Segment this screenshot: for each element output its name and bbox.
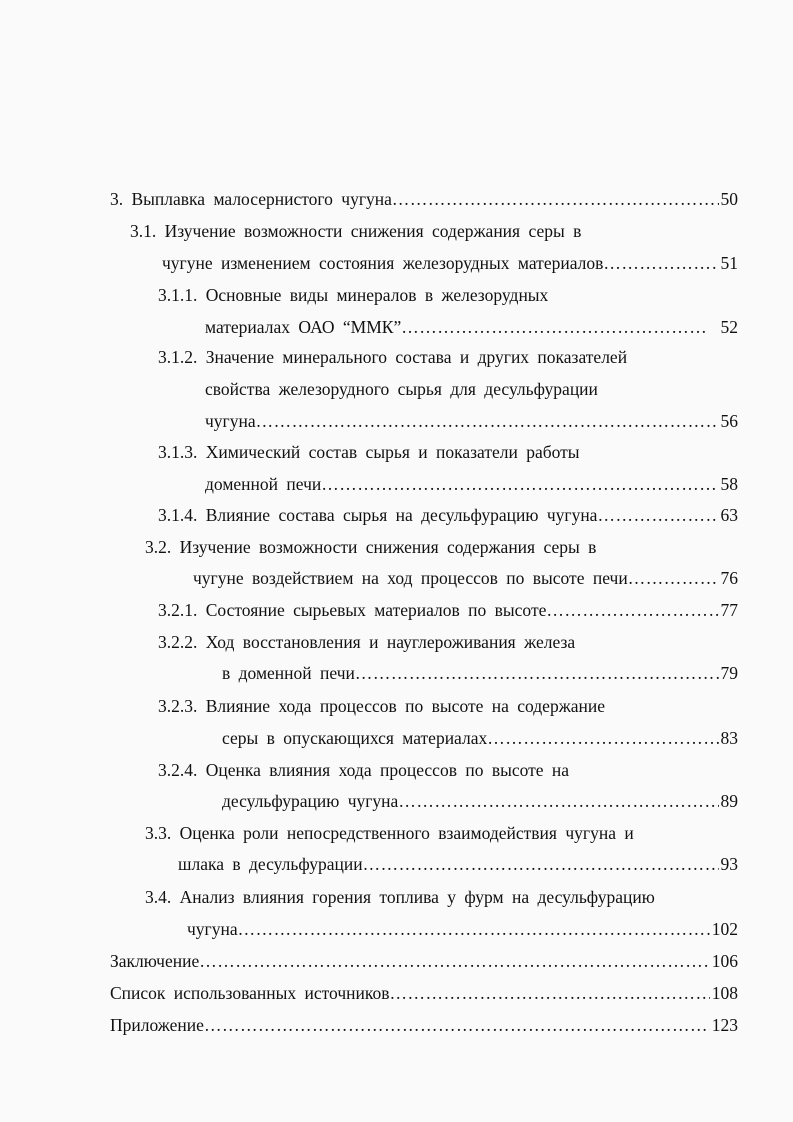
toc-entry-references <box>110 982 738 1004</box>
toc-entry-text: 3.2.4. Оценка влияния хода процессов по высоте на <box>158 760 570 780</box>
toc-entry-3-1-4 <box>158 504 738 526</box>
toc-page-number: 102 <box>711 919 738 939</box>
toc-entry-3-2-2 <box>158 631 575 653</box>
toc-entry-text: 3.1. Изучение возможности снижения содержания серы в <box>130 221 582 241</box>
toc-entry-3-1-2-cont <box>205 378 598 400</box>
toc-entry-text: 3.1.3. Химический состав сырья и показатели работы <box>158 442 580 462</box>
toc-entry-3-2-3-cont <box>222 727 738 749</box>
toc-entry-3-3 <box>145 822 634 844</box>
dot-leader <box>487 727 718 749</box>
toc-entry-3-3-cont <box>178 853 738 875</box>
dot-leader <box>546 599 718 621</box>
toc-entry-3 <box>110 188 738 210</box>
dot-leader <box>321 473 718 495</box>
toc-entry-3-4-cont <box>187 918 738 940</box>
toc-page-number: 77 <box>720 600 738 620</box>
toc-entry-text: Приложение <box>110 1015 204 1035</box>
dot-leader <box>628 567 719 589</box>
toc-entry-3-1-cont <box>162 252 738 274</box>
toc-entry-text: 3.4. Анализ влияния горения топлива у фурм на десульфурацию <box>145 887 655 907</box>
toc-entry-3-2-2-cont <box>222 662 738 684</box>
toc-entry-text: 3.2.2. Ход восстановления и науглероживания железа <box>158 632 576 652</box>
toc-entry-text: чугуне изменением состояния железорудных материалов <box>162 253 604 273</box>
toc-entry-3-2-4 <box>158 759 569 781</box>
toc-page-number: 108 <box>711 983 738 1003</box>
toc-page-number: 52 <box>720 317 738 337</box>
toc-page-number: 89 <box>720 791 738 811</box>
toc-entry-text: Заключение <box>110 951 200 971</box>
toc-entry-text: десульфурацию чугуна <box>222 791 399 811</box>
dot-leader <box>363 853 719 875</box>
toc-entry-text: чугуне воздействием на ход процессов по высоте печи <box>193 568 628 588</box>
toc-entry-appendix <box>110 1014 738 1036</box>
toc-entry-3-2-3 <box>158 695 605 717</box>
toc-page-number: 106 <box>711 951 738 971</box>
dot-leader <box>238 918 710 940</box>
dot-leader <box>401 316 706 338</box>
dot-leader <box>199 950 710 972</box>
dot-leader <box>204 1014 710 1036</box>
toc-page-number: 79 <box>720 663 738 683</box>
toc-entry-text: 3.2. Изучение возможности снижения содержания серы в <box>145 537 597 557</box>
toc-entry-text: 3.2.1. Состояние сырьевых материалов по высоте <box>158 600 547 620</box>
toc-entry-text: 3.1.2. Значение минерального состава и других показателей <box>158 347 628 367</box>
toc-page-number: 50 <box>720 189 738 209</box>
toc-entry-3-1-1 <box>158 284 548 306</box>
toc-entry-3-1-3-cont <box>205 473 738 495</box>
toc-entry-3-2 <box>145 536 596 558</box>
toc-entry-3-1-2-cont2 <box>205 410 738 432</box>
toc-entry-text: 3. Выплавка малосернистого чугуна <box>110 189 392 209</box>
toc-entry-text: чугуна <box>187 919 238 939</box>
toc-page-number: 56 <box>720 411 738 431</box>
toc-entry-text: Список использованных источников <box>110 983 390 1003</box>
toc-entry-text: свойства железорудного сырья для десульфурации <box>205 379 598 399</box>
dot-leader <box>355 662 719 684</box>
toc-entry-text: доменной печи <box>205 474 322 494</box>
toc-entry-text: в доменной печи <box>222 663 355 683</box>
toc-entry-text: 3.2.3. Влияние хода процессов по высоте на содержание <box>158 696 606 716</box>
toc-entry-3-2-cont <box>193 567 738 589</box>
toc-page-number: 83 <box>720 728 738 748</box>
toc-entry-3-1-2 <box>158 346 627 368</box>
toc-page-number: 93 <box>720 854 738 874</box>
toc-entry-text: 3.3. Оценка роли непосредственного взаимодействия чугуна и <box>145 823 634 843</box>
toc-entry-3-1 <box>130 220 581 242</box>
dot-leader <box>398 790 718 812</box>
toc-entry-text: материалах ОАО “ММК” <box>205 317 402 337</box>
toc-page-number: 123 <box>711 1015 738 1035</box>
toc-entry-text: 3.1.4. Влияние состава сырья на десульфурацию чугуна <box>158 505 598 525</box>
toc-entry-3-1-3 <box>158 441 580 463</box>
toc-entry-3-1-1-cont <box>205 316 738 338</box>
toc-page-number: 51 <box>720 253 738 273</box>
toc-entry-3-2-4-cont <box>222 790 738 812</box>
dot-leader <box>390 982 710 1004</box>
dot-leader <box>597 504 718 526</box>
toc-entry-conclusion <box>110 950 738 972</box>
toc-page-number: 58 <box>720 474 738 494</box>
toc-entry-3-2-1 <box>158 599 738 621</box>
toc-entry-text: серы в опускающихся материалах <box>222 728 488 748</box>
toc-entry-3-4 <box>145 886 655 908</box>
toc-entry-text: 3.1.1. Основные виды минералов в железорудных <box>158 285 549 305</box>
toc-page-number: 63 <box>720 505 738 525</box>
dot-leader <box>256 410 719 432</box>
toc-entry-text: шлака в десульфурации <box>178 854 363 874</box>
toc-entry-text: чугуна <box>205 411 256 431</box>
toc-page-number: 76 <box>720 568 738 588</box>
dot-leader <box>603 252 718 274</box>
dot-leader <box>392 188 719 210</box>
